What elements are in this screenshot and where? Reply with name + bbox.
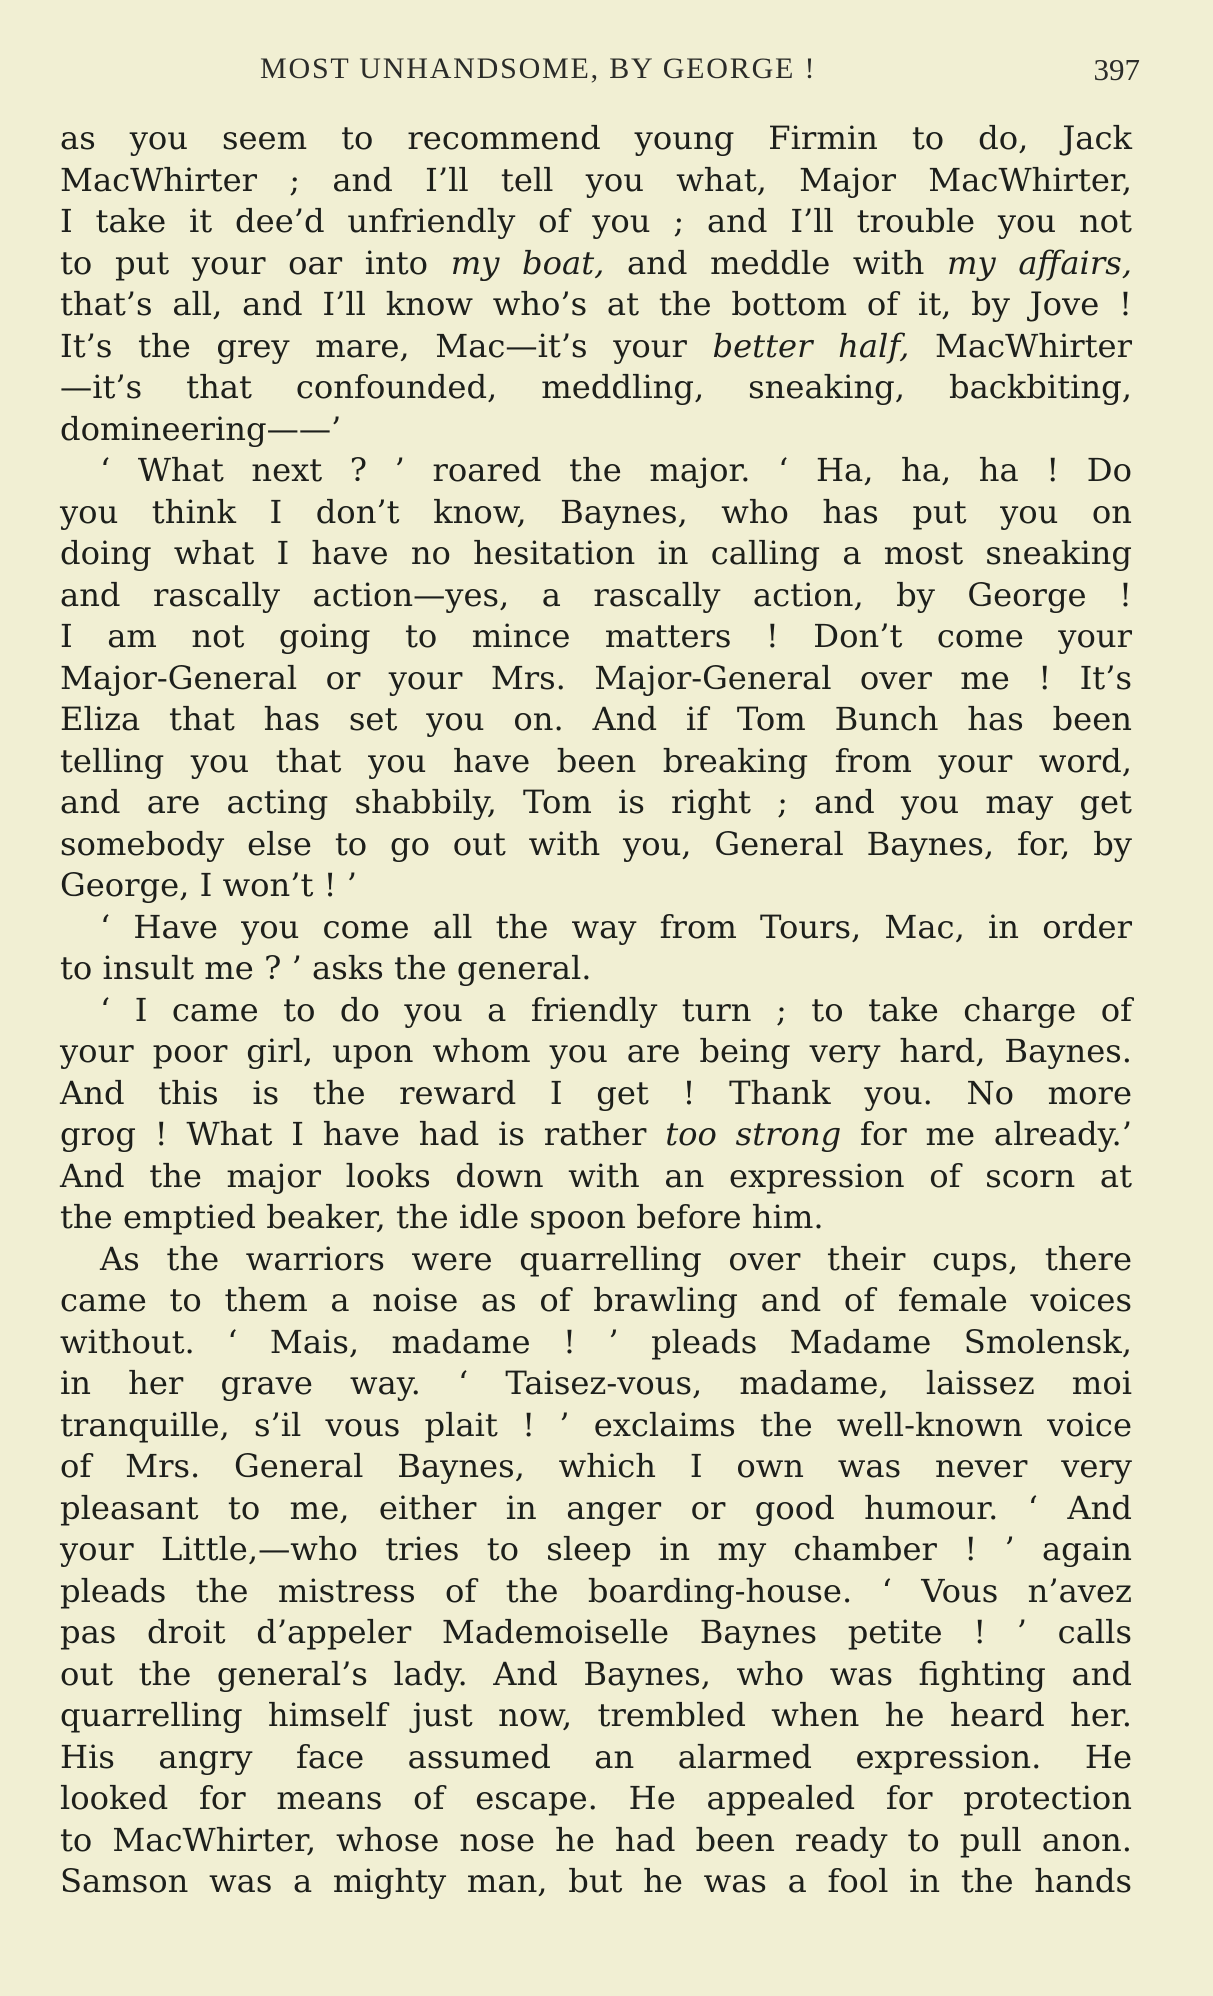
- text-line: pas droit d’appeler Mademoiselle Baynes petite ! ’ calls: [60, 1613, 1132, 1651]
- text-line: telling you that you have been breaking from your word,: [60, 741, 1132, 780]
- italic-text: too strong: [665, 1115, 842, 1153]
- text-line: that’s all, and I’ll know who’s at the bottom of it, by Jove !: [60, 285, 1132, 323]
- text-line: [60, 1114, 1132, 1156]
- text-line: As the warriors were quarrelling over their cups, there: [100, 1239, 1132, 1278]
- text-line: pleads the mistress of the boarding-house. ‘ Vous n’avez: [60, 1571, 1132, 1610]
- text-line: doing what I have no hesitation in calling a most sneaking: [60, 534, 1132, 572]
- text-line: I am not going to mince matters ! Don’t come your: [60, 617, 1132, 655]
- italic-text: better half,: [712, 326, 910, 365]
- text-line: to insult me ? ’ asks the general.: [60, 949, 592, 987]
- italic-text: my boat,: [450, 243, 605, 282]
- text-line: of Mrs. General Baynes, which I own was never very: [60, 1447, 1132, 1485]
- text-segment: and meddle with: [604, 243, 948, 282]
- text-line: and rascally action—yes, a rascally action, by George !: [60, 575, 1132, 614]
- text-line: ‘ I came to do you a friendly turn ; to take charge of: [100, 990, 1132, 1029]
- text-line: somebody else to go out with you, General Baynes, for, by: [60, 824, 1132, 863]
- text-line: as you seem to recommend young Firmin to do, Jack: [60, 119, 1132, 157]
- running-title: MOST UNHANDSOME, BY GEORGE !: [260, 52, 817, 85]
- text-line: ‘ What next ? ’ roared the major. ‘ Ha, ha, ha ! Do: [100, 451, 1132, 489]
- body-text: [60, 118, 1132, 1903]
- text-line: [60, 326, 1132, 368]
- text-line: I take it dee’d unfriendly of you ; and I’ll trouble you not: [60, 202, 1132, 240]
- text-segment: for me already.’: [841, 1115, 1132, 1153]
- text-line: came to them a noise as of brawling and of female voices: [60, 1281, 1132, 1319]
- text-line: MacWhirter ; and I’ll tell you what, Major MacWhirter,: [60, 160, 1132, 199]
- text-line: your poor girl, upon whom you are being very hard, Baynes.: [60, 1032, 1132, 1070]
- page-number: 397: [1093, 52, 1140, 87]
- text-segment: grog ! What I have had is rather: [60, 1115, 666, 1153]
- text-line: quarrelling himself just now, trembled when he heard her.: [60, 1696, 1132, 1734]
- text-line: —it’s that confounded, meddling, sneaking, backbiting,: [60, 368, 1132, 406]
- running-head: [60, 52, 1140, 92]
- text-line: tranquille, s’il vous plait ! ’ exclaims the well-known voice: [60, 1405, 1132, 1444]
- text-line: in her grave way. ‘ Taisez-vous, madame, laissez moi: [60, 1364, 1132, 1402]
- text-segment: MacWhirter: [909, 326, 1132, 365]
- text-line: domineering——’: [60, 409, 342, 448]
- text-line: [60, 243, 1132, 285]
- text-line: you think I don’t know, Baynes, who has put you on: [60, 492, 1132, 531]
- text-segment: It’s the grey mare, Mac—it’s your: [60, 326, 713, 365]
- text-line: your Little,—who tries to sleep in my chamber ! ’ again: [60, 1530, 1132, 1568]
- text-line: to MacWhirter, whose nose he had been ready to pull anon.: [60, 1820, 1132, 1859]
- text-line: Major-General or your Mrs. Major-General over me ! It’s: [60, 658, 1132, 697]
- text-segment: to put your oar into: [60, 243, 451, 282]
- text-line: ‘ Have you come all the way from Tours, Mac, in order: [100, 907, 1132, 946]
- text-line: And this is the reward I get ! Thank you. No more: [60, 1073, 1132, 1112]
- text-line: pleasant to me, either in anger or good humour. ‘ And: [60, 1488, 1132, 1527]
- text-line: the emptied beaker, the idle spoon before him.: [60, 1198, 824, 1236]
- text-line: out the general’s lady. And Baynes, who was fighting and: [60, 1654, 1132, 1693]
- text-line: without. ‘ Mais, madame ! ’ pleads Madame Smolensk,: [60, 1322, 1132, 1361]
- text-line: Samson was a mighty man, but he was a fool in the hands: [60, 1862, 1132, 1900]
- text-line: looked for means of escape. He appealed for protection: [60, 1779, 1132, 1817]
- italic-text: my affairs,: [947, 243, 1132, 282]
- text-line: And the major looks down with an expression of scorn at: [60, 1156, 1132, 1195]
- text-line: George, I won’t ! ’: [60, 866, 358, 904]
- text-line: His angry face assumed an alarmed expression. He: [60, 1737, 1132, 1776]
- text-line: Eliza that has set you on. And if Tom Bunch has been: [60, 700, 1132, 738]
- text-line: and are acting shabbily, Tom is right ; and you may get: [60, 783, 1132, 821]
